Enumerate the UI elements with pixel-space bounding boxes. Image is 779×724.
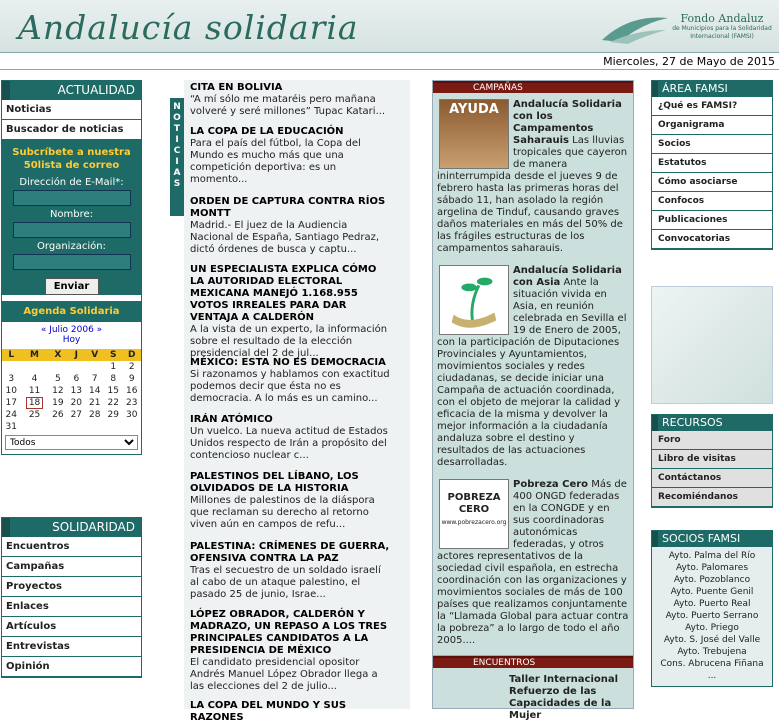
calendar-day[interactable] (20, 385, 48, 397)
campaign-item (437, 261, 629, 469)
calendar-day[interactable] (86, 397, 104, 409)
calendar-day-number: 4 (31, 374, 38, 384)
calendar-day-header: D (122, 349, 141, 361)
recursos-item[interactable]: Foro (652, 431, 772, 450)
logo-line2: de Municipios para la Solidaridad Internacional (FAMSI) (672, 25, 772, 40)
news-summary: El candidato presidencial opositor Andrés Manuel López Obrador llega a las elecciones del 2 de julio... (190, 657, 378, 692)
calendar-day (20, 421, 48, 433)
news-title[interactable]: CITA EN BOLIVIA (190, 82, 283, 93)
news-item (190, 414, 390, 462)
calendar-day (86, 421, 104, 433)
calendar-day-number: 11 (28, 386, 41, 396)
news-item (190, 126, 390, 186)
area-item[interactable]: Convocatorias (652, 230, 772, 249)
actualidad-heading: ACTUALIDAD (2, 81, 141, 100)
calendar-day[interactable] (2, 397, 20, 409)
menu-articulos[interactable]: Artículos (2, 617, 141, 637)
area-item[interactable]: ¿Qué es FAMSI? (652, 97, 772, 116)
calendar-grid (2, 349, 141, 433)
recursos-item[interactable]: Libro de visitas (652, 450, 772, 469)
calendar-day[interactable] (122, 361, 141, 373)
hand-plant-icon[interactable] (439, 265, 509, 335)
calendar-day[interactable] (86, 373, 104, 385)
news-tab-letter: I (175, 135, 179, 145)
calendar-day-number: 29 (107, 410, 119, 420)
news-summary: Madrid.- El juez de la Audiencia Nacional de España, Santiago Pedraz, dictó órdenes de busca y captu... (190, 220, 380, 255)
calendar-day (2, 361, 20, 373)
campaign-image-pobreza-cero[interactable] (439, 479, 509, 549)
news-summary: A la vista de un experto, la información sobre el resultado de la elección presidencial del 2 de jul... (190, 324, 388, 359)
calendar-day[interactable] (122, 385, 141, 397)
calendar-day-number: 19 (52, 398, 64, 408)
calendar-day[interactable] (122, 397, 141, 409)
calendar-day-number: 2 (128, 362, 135, 372)
news-item (190, 82, 390, 118)
calendar-day-number: 1 (110, 362, 117, 372)
campaign-body: Las lluvias tropicales que cayeron de manera ininterrumpida desde el jueves 9 de febrero hasta las primeras horas del sábado 11, han asolado la región argelina de Tinduf, causando graves daños materiales en más del 50% de las frágiles estructuras de los campamentos saharauis. (437, 135, 628, 254)
area-item[interactable]: Socios (652, 135, 772, 154)
send-button[interactable]: Enviar (45, 278, 99, 295)
recursos-heading: RECURSOS (652, 415, 772, 431)
calendar-day-number: 31 (5, 422, 17, 432)
menu-noticias[interactable]: Noticias (2, 100, 141, 120)
campaign-image-ayuda[interactable]: AYUDA (439, 99, 509, 169)
calendar-day-number: 14 (89, 386, 101, 396)
calendar-day-number: 8 (110, 374, 117, 384)
calendar-day[interactable] (20, 373, 48, 385)
calendar-day-number: 3 (8, 374, 15, 384)
news-item (190, 609, 390, 693)
news-tab (170, 98, 184, 216)
socios-item[interactable]: Ayto. Trebujena (677, 647, 747, 657)
site-header (0, 0, 779, 70)
calendar-day-number: 23 (126, 398, 138, 408)
news-tab-letter: N (173, 102, 181, 112)
calendar-day (104, 421, 122, 433)
solidaridad-heading: SOLIDARIDAD (2, 518, 141, 537)
news-summary: Para el país del fútbol, la Copa del Mundo es mucho más que una competición deportiva: es un momento... (190, 138, 361, 185)
calendar-day[interactable] (104, 361, 122, 373)
calendar-day-number: 13 (70, 386, 83, 396)
socios-item[interactable]: Ayto. S. José del Valle (663, 635, 761, 645)
calendar-day[interactable] (2, 385, 20, 397)
campaign-body: Más de 400 ONGD federadas en la CONGDE y en sus coordinadoras autonómicas federadas, y otros actores representativos de la sociedad civil española, en estrecha coordinación con las organizaciones y movimientos sociales de más de 100 países que realizamos conjuntamente la “Llamada Global para actuar contra la pobreza” a lo largo de todo el año 2005.... (437, 479, 629, 646)
calendar-day-number: 27 (70, 410, 83, 420)
calendar-day[interactable] (20, 409, 48, 421)
calendar-day[interactable] (122, 373, 141, 385)
socios-item[interactable]: Ayto. Pozoblanco (673, 575, 751, 585)
encuentros-heading: ENCUENTROS (433, 656, 633, 668)
socios-heading: SOCIOS FAMSI (652, 531, 772, 547)
menu-opinion[interactable]: Opinión (2, 657, 141, 677)
news-title[interactable]: ORDEN DE CAPTURA CONTRA RÍOS MONTT (190, 196, 386, 219)
news-item (190, 264, 390, 360)
calendar-day-number: 28 (89, 410, 101, 420)
calendar-day[interactable] (2, 373, 20, 385)
calendar-day-number: 18 (26, 397, 43, 409)
area-item[interactable]: Cómo asociarse (652, 173, 772, 192)
famsi-logo-text (672, 12, 772, 41)
news-title[interactable]: PALESTINA: CRÍMENES DE GUERRA, OFENSIVA CONTRA LA PAZ (190, 541, 390, 564)
calendar-day (67, 421, 85, 433)
calendar-day[interactable] (49, 385, 67, 397)
campaign-title[interactable]: Andalucía Solidaria con los Campamentos Saharauis (513, 99, 622, 146)
news-tab-letter: I (175, 157, 179, 167)
calendar-day (20, 361, 48, 373)
email-label: Dirección de E-Mail*: (19, 177, 124, 188)
news-column (170, 80, 410, 723)
calendar-day[interactable] (86, 409, 104, 421)
menu-enlaces[interactable]: Enlaces (2, 597, 141, 617)
calendar-day[interactable] (67, 409, 85, 421)
area-item[interactable]: Publicaciones (652, 211, 772, 230)
campaign-body: Ante la situación vivida en Asia, en reunión celebrada en Sevilla el 19 de Enero de 2005, con la participación de Diputaciones Provinciales y Ayuntamientos, movimientos sociales y redes ciudadanas, se decide iniciar una Campaña de actuación coordinada, con el objeto de mejorar la calidad y eficacia de la misma y devolver la mejor información a la ciudadanía andaluza sobre el destino y resultados de las actuaciones desarrolladas. (437, 277, 627, 468)
calendar-day[interactable] (104, 397, 122, 409)
logo-line1: Fondo Andaluz (680, 12, 764, 25)
calendar-day-number: 5 (54, 374, 61, 384)
calendar-day-number: 15 (107, 386, 119, 396)
agenda-title[interactable]: Agenda Solidaria (2, 301, 141, 322)
calendar-day (86, 361, 104, 373)
calendar-day[interactable] (104, 385, 122, 397)
calendar-day[interactable] (49, 409, 67, 421)
socios-item[interactable]: Ayto. Puente Genil (670, 587, 754, 597)
agenda-filter-select[interactable] (5, 435, 138, 450)
calendar-day-number: 25 (28, 410, 41, 420)
socios-item[interactable]: Ayto. Palma del Río (668, 551, 756, 561)
campaign-item (437, 99, 629, 255)
news-item (190, 196, 390, 256)
org-label: Organización: (37, 241, 106, 252)
calendar-day-number: 22 (107, 398, 119, 408)
socios-box (651, 530, 773, 687)
recursos-item[interactable]: Recomiéndanos (652, 488, 772, 507)
menu-buscador-noticias[interactable]: Buscador de noticias (2, 120, 141, 140)
news-title[interactable]: IRÁN ATÓMICO (190, 414, 273, 425)
news-item (190, 541, 390, 601)
calendar-day-header: V (86, 349, 104, 361)
calendar-day[interactable] (104, 409, 122, 421)
recursos-item[interactable]: Contáctanos (652, 469, 772, 488)
calendar-day-number: 20 (70, 398, 83, 408)
calendar-day-header: X (49, 349, 67, 361)
news-tab-letter: T (173, 124, 181, 134)
calendar-day[interactable] (122, 409, 141, 421)
news-summary: “A mí sólo me mataréis pero mañana volveré y seré millones” Tupac Katari... (190, 94, 386, 117)
calendar-month-nav[interactable]: « Julio 2006 » (2, 322, 141, 335)
subscribe-title: Subcríbete a nuestra 50lista de correo (12, 147, 131, 171)
menu-campanas[interactable]: Campañas (2, 557, 141, 577)
news-summary: Millones de palestinos de la diáspora que reclaman su derecho al retorno viven aún en campos de refu... (190, 495, 375, 530)
socios-item[interactable]: Cons. Abrucena Fiñana (660, 659, 764, 669)
calendar-day[interactable] (2, 409, 20, 421)
calendar-day-number: 30 (126, 410, 138, 420)
calendar-day-number: 9 (128, 374, 135, 384)
calendar-day-header: M (20, 349, 48, 361)
calendar-day (67, 361, 85, 373)
current-date: Miercoles, 27 de Mayo de 2015 (603, 55, 775, 68)
area-item[interactable]: Organigrama (652, 116, 772, 135)
news-title[interactable]: PALESTINOS DEL LÍBANO, LOS OLVIDADOS DE LA HISTORIA (190, 471, 359, 494)
recursos-box (651, 414, 773, 508)
calendar-day-number: 17 (5, 398, 17, 408)
area-item[interactable]: Estatutos (652, 154, 772, 173)
calendar-day[interactable] (49, 373, 67, 385)
news-summary: Tras el secuestro de un soldado israelí al cabo de un ataque palestino, el pasado 25 de junio, Israe... (190, 565, 381, 600)
socios-item[interactable]: Ayto. Priego (685, 623, 739, 633)
socios-item[interactable]: Ayto. Palomares (675, 563, 749, 573)
calendar-day (49, 421, 67, 433)
pobreza-cero-logo: POBREZA CERO (447, 492, 501, 515)
calendar-day[interactable] (67, 373, 85, 385)
news-item (190, 700, 390, 724)
calendar-day[interactable] (20, 397, 48, 409)
menu-proyectos[interactable]: Proyectos (2, 577, 141, 597)
calendar-day-number: 12 (52, 386, 64, 396)
calendar-day-number: 24 (5, 410, 17, 420)
calendar-day-number: 21 (89, 398, 101, 408)
famsi-logo-icon (600, 10, 670, 46)
calendar-today-link[interactable]: Hoy (2, 335, 141, 349)
calendar-day-number: 26 (52, 410, 64, 420)
news-title[interactable]: UN ESPECIALISTA EXPLICA CÓMO LA AUTORIDAD ELECTORAL MEXICANA MANEJÓ 1.168.955 VOTOS IRREALES PARA DAR VENTAJA A CALDERÓN (190, 264, 377, 323)
news-item (190, 471, 390, 531)
calendar-day[interactable] (67, 385, 85, 397)
calendar-day-header: S (104, 349, 122, 361)
news-summary: Si razonamos y hablamos con exactitud podemos decir que ésta no es democracia. A lo más es un camino... (190, 369, 390, 404)
news-item (190, 357, 390, 405)
area-famsi-box (651, 80, 773, 250)
name-input[interactable] (13, 222, 131, 238)
news-title[interactable]: LA COPA DEL MUNDO Y SUS RAZONES (190, 700, 347, 723)
date-bar (0, 52, 779, 69)
socios-item[interactable]: ... (707, 671, 717, 681)
news-title[interactable]: MÉXICO: ESTA NO ES DEMOCRACIA (190, 357, 386, 368)
menu-entrevistas[interactable]: Entrevistas (2, 637, 141, 657)
email-input[interactable] (13, 190, 131, 206)
news-tab-letter: O (173, 113, 181, 123)
news-tab-label (170, 98, 184, 190)
calendar-day[interactable] (104, 373, 122, 385)
subscribe-form (2, 140, 141, 295)
news-title[interactable]: LÓPEZ OBRADOR, CALDERÓN Y MADRAZO, UN REPASO A LOS TRES PRINCIPALES CANDIDATOS A LA PRESIDENCIA DE MÉXICO (190, 609, 388, 656)
name-label: Nombre: (49, 209, 94, 220)
area-famsi-heading: ÁREA FAMSI (652, 81, 772, 97)
socios-item[interactable]: Ayto. Puerto Serrano (665, 611, 759, 621)
banner-placeholder[interactable] (651, 286, 773, 404)
campaign-title[interactable]: Andalucía Solidaria con Asia (513, 265, 622, 288)
campaigns-heading: CAMPAÑAS (433, 81, 633, 93)
calendar-day-header: L (2, 349, 20, 361)
calendar-day (122, 421, 141, 433)
news-summary: Un vuelco. La nueva actitud de Estados Unidos respecto de Irán a propósito del contencioso nuclear c... (190, 426, 388, 461)
pobreza-cero-url: www.pobrezacero.org (441, 519, 507, 526)
actualidad-box (1, 80, 142, 455)
calendar-day-number: 7 (91, 374, 98, 384)
area-item[interactable]: Confocos (652, 192, 772, 211)
news-title[interactable]: LA COPA DE LA EDUCACIÓN (190, 126, 344, 137)
calendar-day[interactable] (2, 421, 20, 433)
solidaridad-box (1, 517, 142, 678)
calendar-day-number: 6 (73, 374, 80, 384)
news-tab-letter: A (173, 168, 181, 178)
news-tab-letter: S (173, 179, 181, 189)
site-title[interactable]: Andalucía solidaria (18, 8, 359, 47)
encuentros-title[interactable]: Taller Internacional Refuerzo de las Capacidades de la Mujer (509, 674, 619, 721)
socios-item[interactable]: Ayto. Puerto Real (673, 599, 751, 609)
menu-encuentros[interactable]: Encuentros (2, 537, 141, 557)
campaign-item (437, 475, 629, 655)
calendar-day[interactable] (49, 397, 67, 409)
encuentros-box (432, 655, 634, 721)
calendar-day[interactable] (67, 397, 85, 409)
org-input[interactable] (13, 254, 131, 270)
campaigns-box (432, 80, 634, 656)
news-tab-letter: C (173, 146, 181, 156)
calendar-day-header: J (67, 349, 85, 361)
calendar-day-number: 10 (5, 386, 17, 396)
calendar-day (49, 361, 67, 373)
calendar-day[interactable] (86, 385, 104, 397)
campaign-title[interactable]: Pobreza Cero (513, 479, 589, 490)
calendar-day-number: 16 (126, 386, 138, 396)
